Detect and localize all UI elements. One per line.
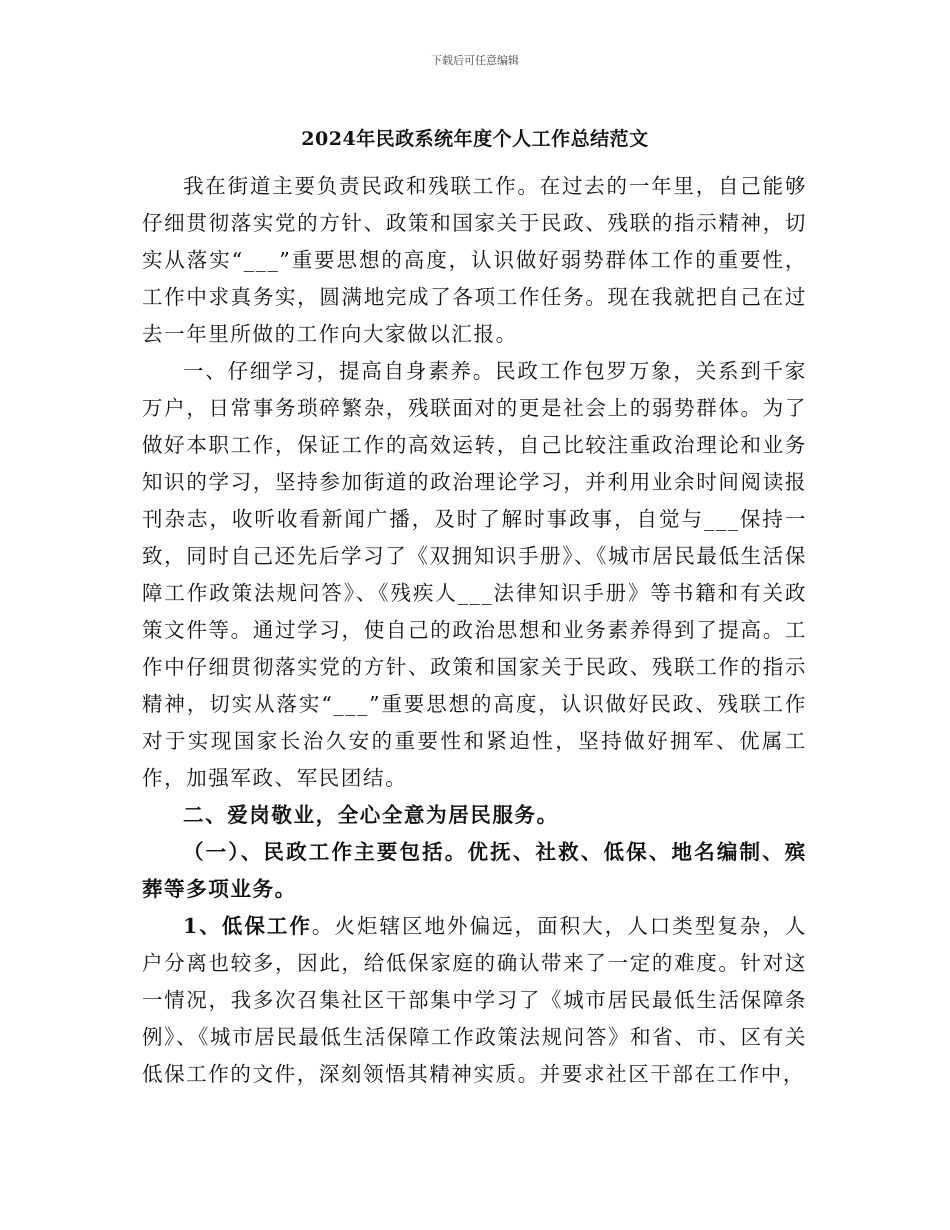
item-lead-low-income: 1、低保工作 bbox=[183, 914, 312, 938]
document-title: 2024年民政系统年度个人工作总结范文 bbox=[301, 128, 649, 150]
subsection-heading-one: （一）、民政工作主要包括。优抚、社救、低保、地名编制、殡葬等多项业务。 bbox=[142, 840, 807, 901]
paragraph-low-income bbox=[142, 908, 807, 1093]
paragraph-intro: 我在街道主要负责民政和残联工作。在过去的一年里，自己能够仔细贯彻落实党的方针、政策和国家关于民政、残联的指示精神，切实从落实“___”重要思想的高度，认识做好弱势群体工作的重要性，工作中求真务实，圆满地完成了各项工作任务。现在我就把自己在过去一年里所做的工作向大家做以汇报。 bbox=[142, 174, 807, 346]
section-heading-two: 二、爱岗敬业，全心全意为居民服务。 bbox=[183, 803, 559, 827]
page-header-note: 下载后可任意编辑 bbox=[431, 54, 519, 67]
item-text-low-income: 。火炬辖区地外偏远，面积大，人口类型复杂，人户分离也较多，因此，给低保家庭的确认带来了一定的难度。针对这一情况，我多次召集社区干部集中学习了《城市居民最低生活保障条例》、《城市居民最低生活保障工作政策法规问答》和省、市、区有关低保工作的文件，深刻领悟其精神实质。并要求社区干部在工作中， bbox=[142, 914, 807, 1086]
paragraph-section-one: 一、仔细学习，提高自身素养。民政工作包罗万象，关系到千家万户，日常事务琐碎繁杂，残联面对的更是社会上的弱势群体。为了做好本职工作，保证工作的高效运转，自己比较注重政治理论和业务知识的学习，坚持参加街道的政治理论学习，并利用业余时间阅读报刊杂志，收听收看新闻广播，及时了解时事政事，自觉与___保持一致，同时自己还先后学习了《双拥知识手册》、《城市居民最低生活保障工作政策法规问答》、《残疾人___法律知识手册》等书籍和有关政策文件等。通过学习，使自己的政治思想和业务素养得到了提高。工作中仔细贯彻落实党的方针、政策和国家关于民政、残联工作的指示精神，切实从落实“___”重要思想的高度，认识做好民政、残联工作对于实现国家长治久安的重要性和紧迫性，坚持做好拥军、优属工作，加强军政、军民团结。 bbox=[142, 359, 807, 790]
document-body bbox=[142, 168, 807, 1093]
